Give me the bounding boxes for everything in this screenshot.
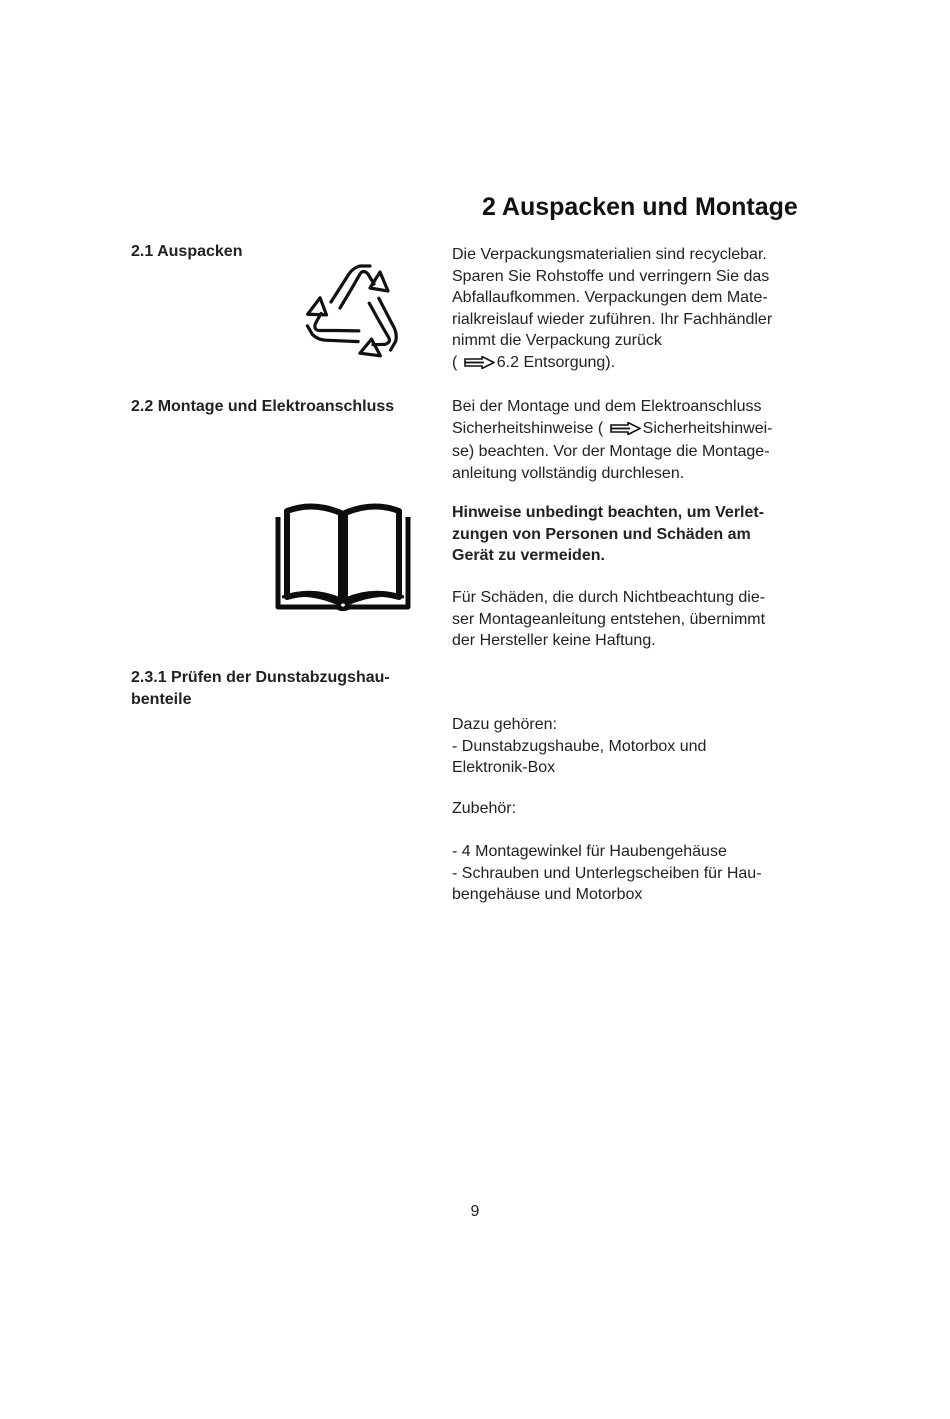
reference-line [452, 352, 832, 376]
warning-text [452, 502, 832, 567]
text-line: Für Schäden, die durch Nichtbeachtung die- [452, 589, 766, 606]
text-line: anleitung vollständig durchlesen. [452, 464, 685, 482]
text-line: Bei der Montage und dem Elektroanschluss [452, 398, 762, 415]
list-item: Elektronik-Box [452, 759, 556, 776]
text-line: Abfallaufkommen. Verpackungen dem Mate- [452, 289, 768, 306]
parts-list [452, 714, 832, 779]
list-item: bengehäuse und Motorbox [452, 886, 643, 903]
list-item: - Schrauben und Unterlegscheiben für Hau- [452, 864, 762, 882]
ref-text: 6.2 Entsorgung). [496, 353, 616, 371]
arrow-reference-icon [464, 354, 495, 376]
text-line: Gerät zu vermeiden. [452, 547, 605, 564]
accessories-label: Zubehör: [452, 800, 517, 817]
accessories-list [452, 798, 832, 906]
page-title: 2 Auspacken und Montage [482, 193, 798, 221]
page-number: 9 [470, 1203, 480, 1220]
text-montage [452, 396, 832, 484]
reference-line [452, 418, 832, 442]
book-icon [275, 503, 411, 611]
ref-open-paren: ( [452, 353, 458, 371]
liability-text [452, 587, 832, 652]
text-line: zungen von Personen und Schäden am [452, 525, 751, 543]
heading-line: 2.3.1 Prüfen der Dunstabzugshau- [131, 669, 390, 686]
list-item: - Dunstabzugshaube, Motorbox und [452, 737, 707, 755]
list-item: - 4 Montagewinkel für Haubengehäuse [452, 843, 727, 860]
text-line: Dazu gehören: [452, 716, 557, 733]
text-line: Sparen Sie Rohstoffe und verringern Sie das [452, 267, 770, 285]
section-heading-auspacken: 2.1 Auspacken [131, 243, 243, 260]
text-auspacken [452, 244, 832, 375]
text-line: der Hersteller keine Haftung. [452, 632, 656, 649]
text-line: rialkreislauf wieder zuführen. Ihr Fachhändler [452, 310, 773, 328]
text-line: nimmt die Verpackung zurück [452, 332, 662, 349]
ref-text-pre: Sicherheitshinweise ( [452, 419, 604, 437]
text-line: se) beachten. Vor der Montage die Montage- [452, 443, 770, 460]
heading-line: benteile [131, 691, 192, 708]
text-line: Hinweise unbedingt beachten, um Verlet- [452, 504, 765, 521]
section-heading-pruefen [131, 667, 390, 711]
section-heading-montage: 2.2 Montage und Elektroanschluss [131, 398, 395, 415]
ref-text-post: Sicherheitshinwei- [642, 419, 773, 437]
recycle-icon [300, 258, 412, 366]
text-line: ser Montageanleitung entstehen, übernimmt [452, 610, 766, 628]
text-line: Die Verpackungsmaterialien sind recyclebar. [452, 246, 767, 263]
arrow-reference-icon [610, 420, 641, 442]
